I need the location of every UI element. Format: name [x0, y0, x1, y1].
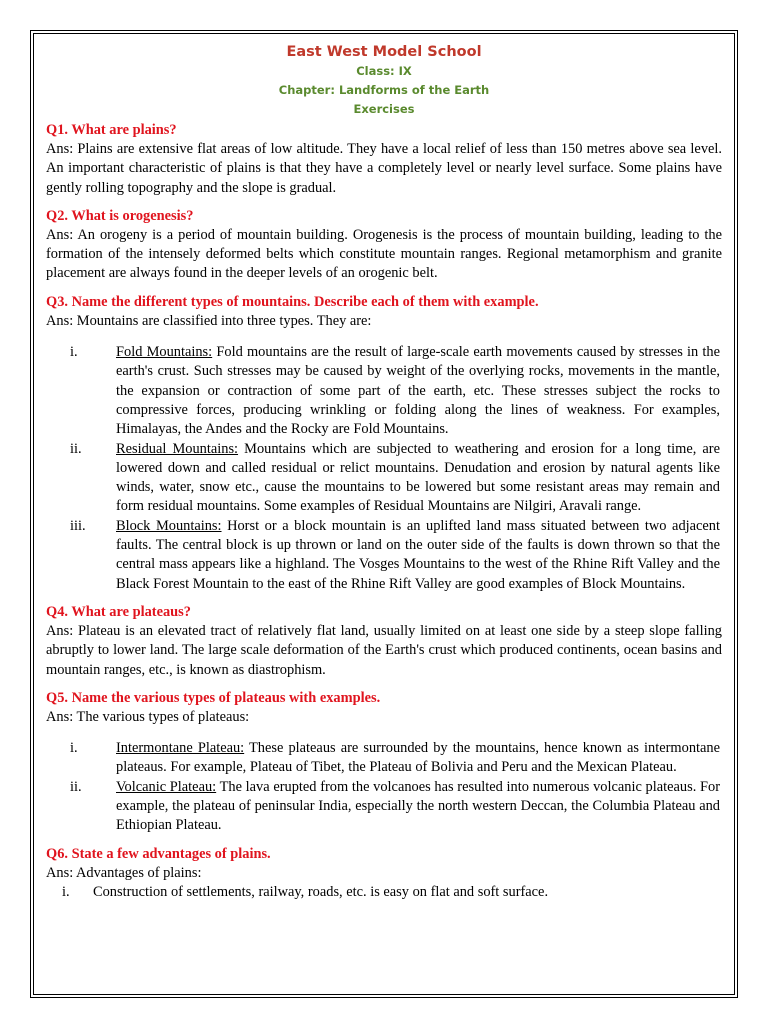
list-number: ii. [70, 778, 82, 795]
question-3: Q3. Name the different types of mountains. Describe each of them with example. [46, 293, 539, 310]
list-number: i. [70, 740, 78, 757]
question-1: Q1. What are plains? [46, 122, 177, 138]
list-item [46, 739, 722, 778]
list-item [46, 440, 722, 517]
list-item-text: Construction of settlements, railway, roads, etc. is easy on flat and soft surface. [93, 883, 549, 900]
answer-4: Ans: Plateau is an elevated tract of relatively flat land, usually limited on at least one side by a steep slope falling abruptly to lower land. The large scale deformation of the Earth's crust which produced continents, ocean basins and mountain ranges, etc., is known as diastrophism. [46, 622, 722, 678]
term-label: Intermontane Plateau: [116, 740, 245, 757]
document-body [46, 42, 722, 902]
question-6: Q6. State a few advantages of plains. [46, 845, 271, 862]
plains-advantages-list [46, 883, 722, 902]
chapter-title: Chapter: Landforms of the Earth [278, 83, 490, 97]
school-name: East West Model School [286, 44, 482, 60]
list-number: iii. [70, 517, 86, 534]
answer-2: Ans: An orogeny is a period of mountain building. Orogenesis is the process of mountain building, leading to the formation of the intensely deformed belts which constitute mountain ranges. Regional metamorphism and granite placement are always found in the deeper levels of an orogenic belt. [46, 226, 722, 282]
answer-5: Ans: The various types of plateaus: [46, 708, 250, 725]
term-description: These plateaus are surrounded by the mountains, hence known as intermontane plateaus. For example, Plateau of Tibet, the Plateau of Bolivia and Peru and the Mexican Plateau. [116, 740, 720, 776]
section-title: Exercises [353, 102, 415, 116]
list-number: i. [70, 344, 78, 361]
list-item [46, 343, 722, 439]
answer-1: Ans: Plains are extensive flat areas of low altitude. They have a local relief of less than 150 metres above sea level. An important characteristic of plains is that they have a completely level or nearly level surface. Some plains have gently rolling topography and the slope is gradual. [46, 141, 722, 196]
term-label: Residual Mountains: [116, 440, 239, 457]
list-number: i. [62, 883, 70, 900]
term-description: Fold mountains are the result of large-scale earth movements caused by stresses in the earth's crust. Such stresses may be caused by weight of the overlying rocks, movements in the mantle, the expansion or contraction of some part of the earth, etc. These stresses subject the rocks to compressive forces, producing wrinkling or folding along the lines of weakness. For examples, Himalayas, the Andes and the Rocky are Fold Mountains. [116, 344, 720, 438]
term-label: Fold Mountains: [116, 344, 213, 361]
term-label: Volcanic Plateau: [116, 778, 217, 795]
list-item [46, 778, 722, 836]
term-label: Block Mountains: [116, 517, 222, 534]
question-2: Q2. What is orogenesis? [46, 207, 194, 224]
answer-6: Ans: Advantages of plains: [46, 864, 202, 881]
list-number: ii. [70, 440, 82, 457]
term-description: Mountains which are subjected to weathering and erosion for a long time, are lowered down and called residual or relict mountains. Denudation and erosion by natural agents like winds, water, snow etc., cause the mountains to be lowered but some resistant areas may remain and form residual mountains. Some examples of Residual Mountains are Nilgiri, Aravali range. [116, 440, 720, 515]
term-description: The lava erupted from the volcanoes has resulted into numerous volcanic plateaus. For example, the plateau of peninsular India, especially the north western Deccan, the Columbia Plateau and Ethiopian Plateau. [116, 778, 720, 834]
class-label: Class: IX [356, 64, 412, 78]
list-item [46, 883, 722, 902]
mountain-types-list [46, 343, 722, 594]
plateau-types-list [46, 739, 722, 835]
question-4: Q4. What are plateaus? [46, 603, 191, 620]
answer-3: Ans: Mountains are classified into three types. They are: [46, 312, 372, 329]
list-item [46, 517, 722, 594]
question-5: Q5. Name the various types of plateaus with examples. [46, 689, 381, 706]
term-description: Horst or a block mountain is an uplifted land mass situated between two adjacent faults. The central block is up thrown or land on the outer side of the faults is down thrown so that the central mass appears like a highland. The Vosges Mountains to the west of the Rhine Rift Valley and the Black Forest Mountain to the east of the Rhine Rift Valley are good examples of Block Mountains. [116, 517, 720, 592]
